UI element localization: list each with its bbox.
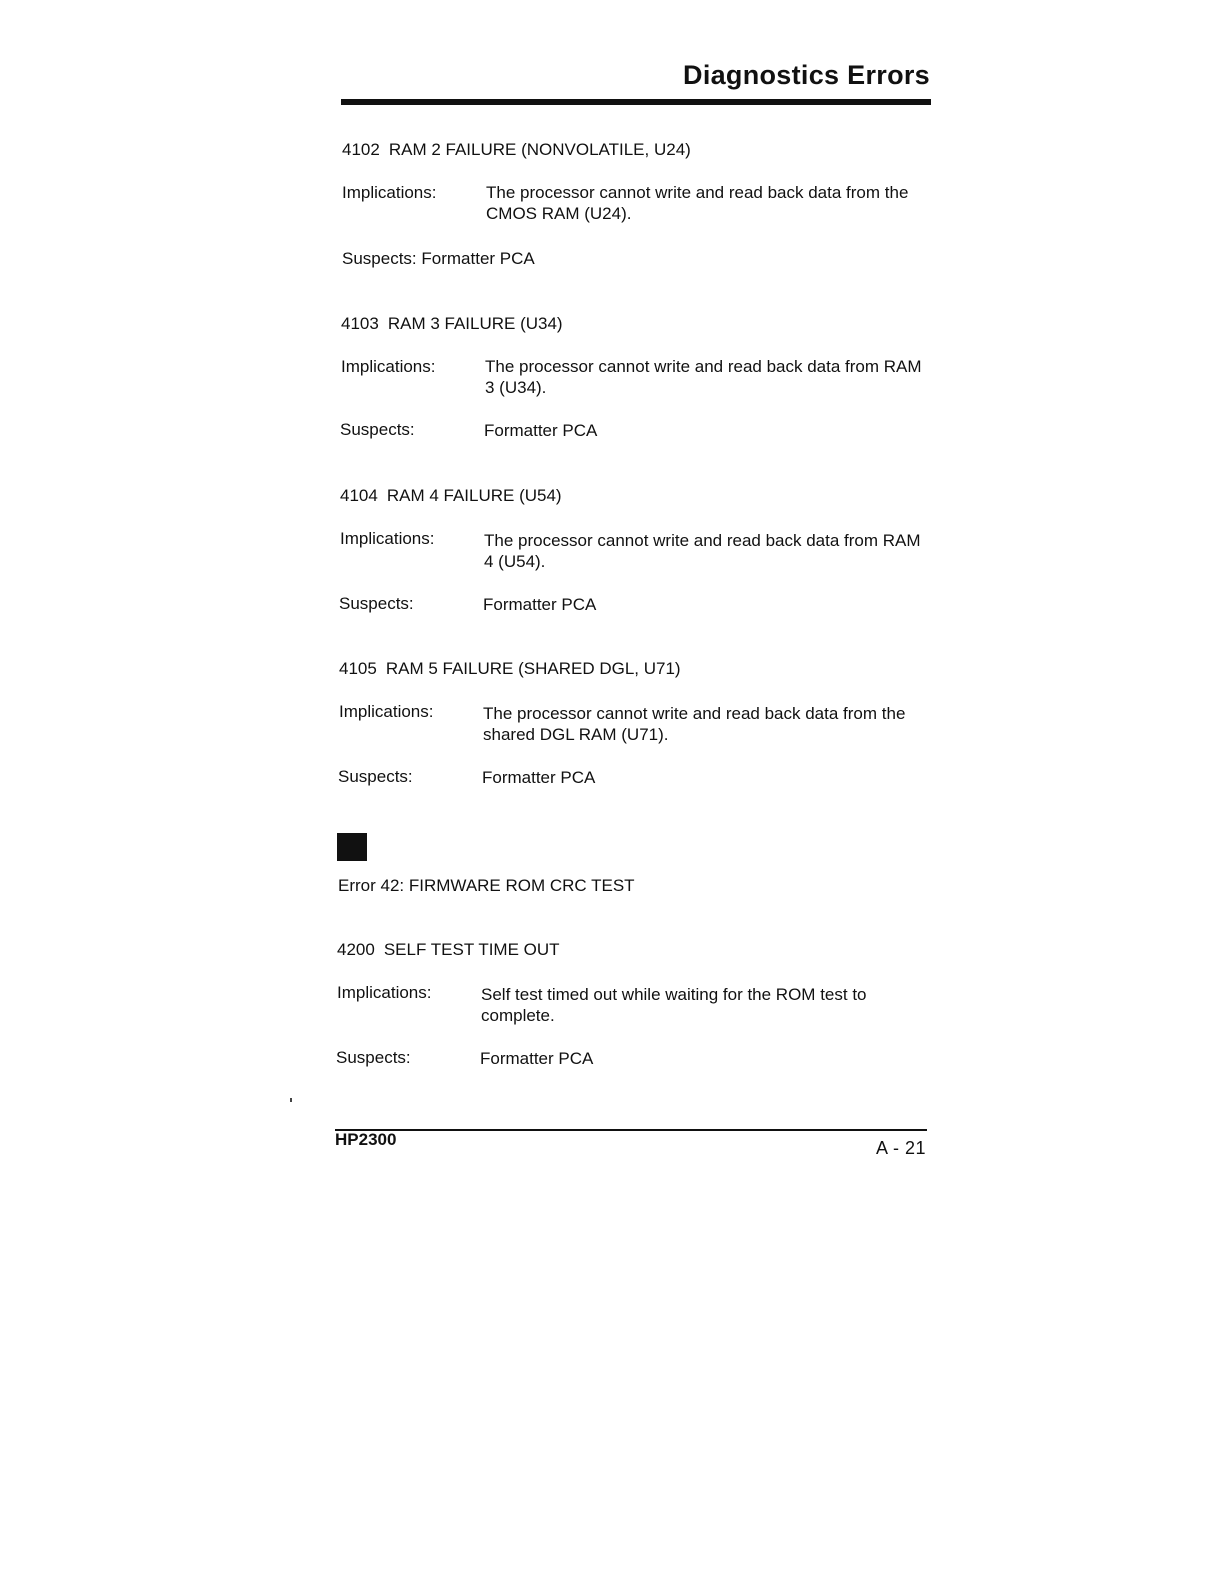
error-name: SELF TEST TIME OUT bbox=[383, 940, 560, 959]
error-name: RAM 5 FAILURE (SHARED DGL, U71) bbox=[385, 659, 681, 678]
implications-label: Implications: bbox=[341, 357, 436, 376]
suspects-text: Formatter PCA bbox=[484, 421, 598, 440]
error-code: 4104 bbox=[340, 486, 378, 505]
suspects-label: Suspects: bbox=[340, 420, 415, 439]
implications-label: Implications: bbox=[340, 529, 435, 548]
implications-label: Implications: bbox=[342, 183, 437, 202]
implications-text: The processor cannot write and read back data from the shared DGL RAM (U71). bbox=[483, 704, 906, 744]
scan-speck bbox=[290, 1098, 292, 1102]
footer-rule bbox=[335, 1129, 927, 1131]
suspects-line bbox=[342, 248, 535, 269]
error-section-title: Error 42: FIRMWARE ROM CRC TEST bbox=[338, 876, 635, 895]
implications-label: Implications: bbox=[339, 702, 434, 721]
error-entry-heading-4104 bbox=[340, 485, 562, 506]
title-rule bbox=[341, 99, 931, 105]
section-marker-square bbox=[337, 833, 367, 861]
error-code: 4102 bbox=[342, 140, 380, 159]
footer-page-number: A - 21 bbox=[875, 1138, 926, 1158]
suspects-text: Formatter PCA bbox=[421, 249, 535, 268]
implications-label: Implications: bbox=[337, 983, 432, 1002]
suspects-text: Formatter PCA bbox=[480, 1049, 594, 1068]
error-entry-heading-4102 bbox=[342, 139, 691, 160]
error-code: 4105 bbox=[339, 659, 377, 678]
implications-text: The processor cannot write and read back data from RAM 3 (U34). bbox=[485, 357, 922, 397]
error-code: 4200 bbox=[337, 940, 375, 959]
error-entry-heading-4103 bbox=[341, 313, 563, 334]
implications-text: Self test timed out while waiting for the ROM test to complete. bbox=[481, 985, 867, 1025]
suspects-text: Formatter PCA bbox=[482, 768, 596, 787]
error-entry-heading-4105 bbox=[339, 658, 681, 679]
error-name: RAM 3 FAILURE (U34) bbox=[387, 314, 563, 333]
page-title: Diagnostics Errors bbox=[683, 60, 930, 90]
footer-product: HP2300 bbox=[335, 1130, 397, 1149]
implications-text: The processor cannot write and read back data from RAM 4 (U54). bbox=[484, 531, 921, 571]
error-entry-heading-4200 bbox=[337, 939, 560, 960]
error-name: RAM 2 FAILURE (NONVOLATILE, U24) bbox=[388, 140, 691, 159]
suspects-label: Suspects: bbox=[342, 249, 417, 268]
suspects-label: Suspects: bbox=[339, 594, 414, 613]
suspects-label: Suspects: bbox=[336, 1048, 411, 1067]
suspects-label: Suspects: bbox=[338, 767, 413, 786]
error-name: RAM 4 FAILURE (U54) bbox=[386, 486, 562, 505]
suspects-text: Formatter PCA bbox=[483, 595, 597, 614]
error-code: 4103 bbox=[341, 314, 379, 333]
implications-text: The processor cannot write and read back data from the CMOS RAM (U24). bbox=[486, 183, 909, 223]
